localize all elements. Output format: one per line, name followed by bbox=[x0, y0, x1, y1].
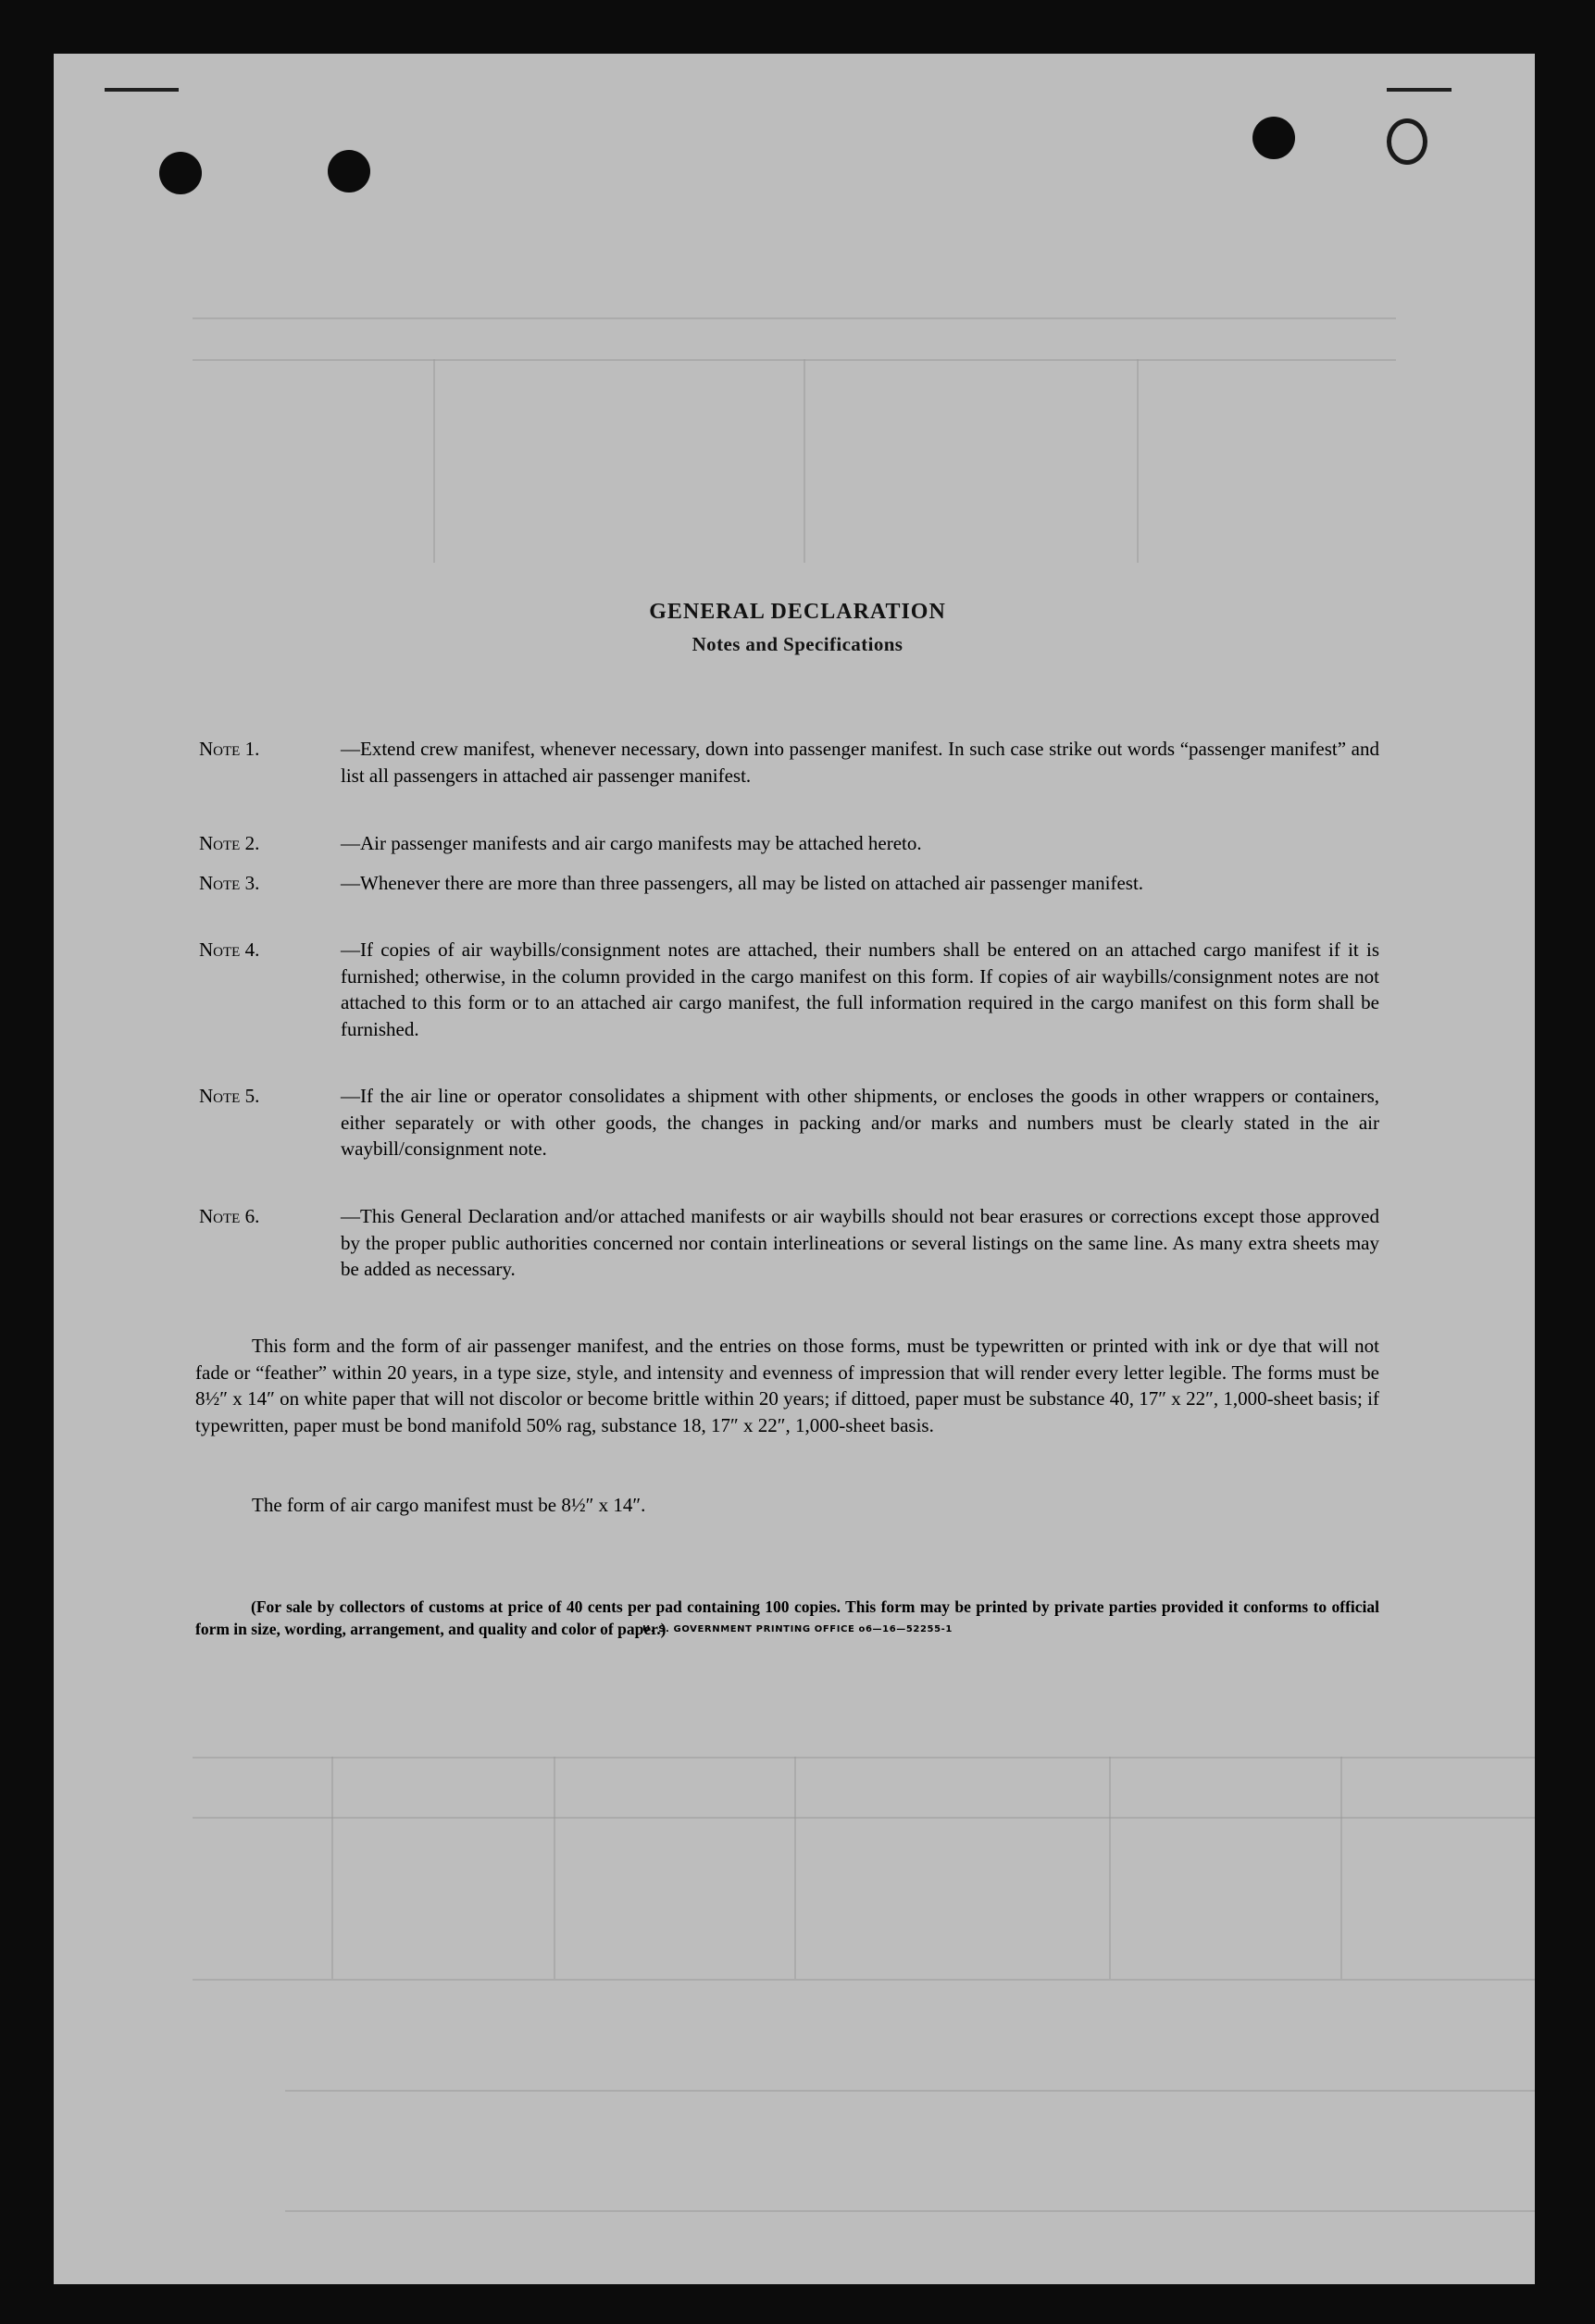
bleed-through-rule bbox=[285, 2210, 1535, 2212]
document-subtitle: Notes and Specifications bbox=[692, 633, 903, 655]
note-3 bbox=[199, 870, 1379, 897]
bleed-through-rule bbox=[554, 1757, 555, 1979]
note-2 bbox=[199, 830, 1379, 857]
note-label: Note 3. bbox=[199, 872, 260, 894]
bleed-through-rule bbox=[193, 317, 1396, 319]
bleed-through-rule bbox=[193, 359, 1396, 361]
note-label: Note 4. bbox=[199, 938, 260, 961]
bleed-through-rule bbox=[1137, 359, 1139, 563]
note-label: Note 6. bbox=[199, 1205, 260, 1227]
bleed-through-rule bbox=[193, 1757, 1535, 1759]
bleed-through-rule bbox=[1340, 1757, 1342, 1979]
top-edge-mark bbox=[105, 88, 179, 92]
note-text: —Extend crew manifest, whenever necessary, down into passenger manifest. In such case strike out words “passenger manifest” and list all passengers in attached air passenger manifest. bbox=[341, 738, 1379, 787]
bleed-through-rule bbox=[433, 359, 435, 563]
form-specification-paragraph: This form and the form of air passenger manifest, and the entries on those forms, must be typewritten or printed with ink or dye that will not fade or “feather” within 20 years, in a type size, style, and intensity and evenness of impression that will render every letter legible. The forms must be 8½″ x 14″ on white paper that will not discolor or become brittle within 20 years; if dittoed, paper must be substance 40, 17″ x 22″, 1,000-sheet basis; if typewritten, paper must be bond manifold 50% rag, substance 18, 17″ x 22″, 1,000-sheet basis. bbox=[195, 1335, 1379, 1436]
bleed-through-rule bbox=[804, 359, 805, 563]
bleed-through-rule bbox=[193, 1979, 1535, 1981]
note-6 bbox=[199, 1203, 1379, 1283]
note-text: —This General Declaration and/or attached manifests or air waybills should not bear erasures or corrections except those approved by the proper public authorities concerned nor contain interlineations or several listings on the same line. As many extra sheets may be added as necessary. bbox=[341, 1205, 1379, 1280]
bleed-through-rule bbox=[1109, 1757, 1111, 1979]
bleed-through-rule bbox=[331, 1757, 333, 1979]
punch-hole bbox=[159, 152, 202, 194]
note-1 bbox=[199, 736, 1379, 789]
note-text: —If copies of air waybills/consignment notes are attached, their numbers shall be entered on an attached cargo manifest if it is furnished; otherwise, in the column provided in the cargo manifest on this form. If copies of air waybills/consignment notes are not attached to this form or to an attached air cargo manifest, the full information required in the cargo manifest on this form shall be furnished. bbox=[341, 938, 1379, 1040]
printing-office-imprint: U. S. GOVERNMENT PRINTING OFFICE o6—16—52255-1 bbox=[642, 1624, 953, 1634]
note-label: Note 1. bbox=[199, 738, 260, 760]
note-text: —Air passenger manifests and air cargo manifests may be attached hereto. bbox=[341, 832, 922, 854]
note-text: —If the air line or operator consolidates a shipment with other shipments, or encloses the goods in other wrappers or containers, either separately or with other goods, the changes in packing and/or marks and numbers must be clearly stated in the air waybill/consignment note. bbox=[341, 1085, 1379, 1160]
note-label: Note 2. bbox=[199, 832, 260, 854]
note-5 bbox=[199, 1083, 1379, 1162]
punch-hole bbox=[1252, 117, 1295, 159]
punch-hole bbox=[1387, 118, 1427, 165]
note-text: —Whenever there are more than three passengers, all may be listed on attached air passenger manifest. bbox=[341, 872, 1144, 894]
bleed-through-rule bbox=[794, 1757, 796, 1979]
top-edge-mark bbox=[1387, 88, 1452, 92]
note-4 bbox=[199, 937, 1379, 1042]
sale-notice: (For sale by collectors of customs at price of 40 cents per pad containing 100 copies. This form may be printed by private parties provided it conforms to official form in size, wording, arrangement, and quality and color of paper.) bbox=[195, 1597, 1379, 1638]
bleed-through-rule bbox=[285, 2090, 1535, 2092]
cargo-manifest-size-paragraph: The form of air cargo manifest must be 8½″ x 14″. bbox=[252, 1494, 646, 1516]
note-label: Note 5. bbox=[199, 1085, 260, 1107]
punch-hole bbox=[328, 150, 370, 193]
document-page bbox=[54, 54, 1535, 2284]
document-title: GENERAL DECLARATION bbox=[649, 600, 946, 624]
bleed-through-rule bbox=[193, 1817, 1535, 1819]
